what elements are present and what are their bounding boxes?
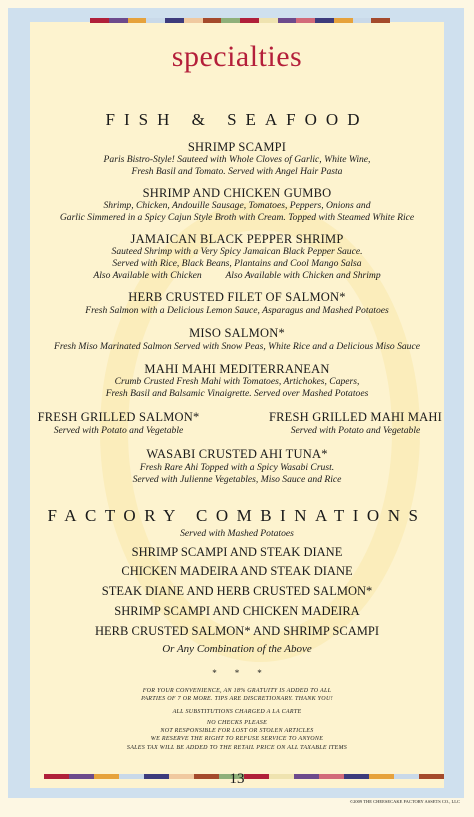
stripe-segment (240, 18, 259, 23)
stripe-segment (109, 18, 128, 23)
stripe-segment (334, 18, 353, 23)
substitution-note: ALL SUBSTITUTIONS CHARGED A LA CARTE (172, 709, 302, 715)
menu-item-description: Served with Julienne Vegetables, Miso Sauce and Rice (132, 474, 342, 485)
combination-item: SHRIMP SCAMPI AND CHICKEN MADEIRA (114, 604, 360, 618)
menu-item-name: WASABI CRUSTED AHI TUNA* (146, 447, 328, 461)
menu-item-description: Fresh Rare Ahi Topped with a Spicy Wasabi Crust. (139, 462, 335, 473)
menu-item-description: Served with Potato and Vegetable (290, 425, 421, 436)
tax-note: SALES TAX WILL BE ADDED TO THE RETAIL PRICE ON ALL TAXABLE ITEMS (126, 745, 348, 751)
menu-item-name: HERB CRUSTED FILET OF SALMON* (128, 290, 346, 304)
stripe-segment (128, 18, 147, 23)
combination-item: STEAK DIANE AND HERB CRUSTED SALMON* (101, 584, 373, 598)
menu-item-name: MAHI MAHI MEDITERRANEAN (144, 362, 330, 376)
copyright-notice: ©2009 THE CHEESECAKE FACTORY ASSETS CO., LLC (349, 799, 460, 804)
stripe-segment (165, 18, 184, 23)
stripe-segment (221, 18, 240, 23)
menu-item-description: Sauteed Shrimp with a Very Spicy Jamaican Black Pepper Sauce. (111, 246, 363, 257)
stripe-segment (371, 18, 390, 23)
combination-item: HERB CRUSTED SALMON* AND SHRIMP SCAMPI (95, 624, 379, 638)
menu-item-description: Fresh Salmon with a Delicious Lemon Sauce, Asparagus and Mashed Potatoes (85, 305, 389, 316)
gratuity-note: FOR YOUR CONVENIENCE, AN 18% GRATUITY IS ADDED TO ALL (142, 688, 332, 694)
page-number: 13 (229, 771, 245, 787)
menu-item-description: Served with Potato and Vegetable (53, 425, 184, 436)
menu-item-description: Shrimp, Chicken, Andouille Sausage, Tomatoes, Peppers, Onions and (103, 200, 371, 211)
menu-item-name: FRESH GRILLED MAHI MAHI (268, 410, 442, 424)
stripe-segment (184, 18, 203, 23)
stripe-segment (296, 18, 315, 23)
page-title: specialties (171, 40, 303, 73)
policy-note: NOT RESPONSIBLE FOR LOST OR STOLEN ARTICLES (160, 728, 314, 734)
section-heading-factory-combinations: FACTORY COMBINATIONS (47, 506, 427, 525)
policy-note: NO CHECKS PLEASE (206, 720, 268, 726)
menu-item-name: SHRIMP AND CHICKEN GUMBO (142, 186, 332, 200)
menu-item-description: Fresh Basil and Tomato. Served with Angel Hair Pasta (131, 166, 343, 177)
combination-closing: Or Any Combination of the Above (162, 643, 312, 655)
combination-item: SHRIMP SCAMPI AND STEAK DIANE (131, 545, 343, 559)
separator-stars: * * * (212, 668, 262, 678)
menu-item-description: Fresh Basil and Balsamic Vinaigrette. Served over Mashed Potatoes (105, 388, 369, 399)
policy-note: WE RESERVE THE RIGHT TO REFUSE SERVICE TO ANYONE (150, 736, 324, 742)
menu-item-description: Served with Rice, Black Beans, Plantains and Cool Mango Salsa (112, 258, 362, 269)
decorative-stripe-top (90, 18, 390, 23)
stripe-segment (146, 18, 165, 23)
menu-item-name: FRESH GRILLED SALMON* (37, 410, 200, 424)
stripe-segment (259, 18, 278, 23)
menu-item-description: Also Available with Chicken Also Available with Chicken and Shrimp (93, 270, 381, 281)
menu-item-description: Paris Bistro-Style! Sauteed with Whole Cloves of Garlic, White Wine, (103, 154, 371, 165)
stripe-segment (203, 18, 222, 23)
menu-item-name: JAMAICAN BLACK PEPPER SHRIMP (130, 232, 344, 246)
stripe-segment (90, 18, 109, 23)
section-subtitle: Served with Mashed Potatoes (180, 528, 294, 539)
stripe-segment (315, 18, 334, 23)
gratuity-note: PARTIES OF 7 OR MORE. TIPS ARE DISCRETIONARY. THANK YOU! (141, 696, 333, 702)
menu-item-description: Garlic Simmered in a Spicy Cajun Style Broth with Cream. Topped with Steamed White Rice (59, 212, 415, 223)
menu-item-name: MISO SALMON* (189, 326, 285, 340)
section-heading-fish-seafood: FISH & SEAFOOD (105, 110, 369, 129)
menu-item-description: Crumb Crusted Fresh Mahi with Tomatoes, Artichokes, Capers, (114, 376, 360, 387)
stripe-segment (278, 18, 297, 23)
menu-item-description: Fresh Miso Marinated Salmon Served with Snow Peas, White Rice and a Delicious Miso Sauce (53, 341, 420, 352)
menu-item-name: SHRIMP SCAMPI (187, 140, 287, 154)
combination-item: CHICKEN MADEIRA AND STEAK DIANE (121, 564, 353, 578)
stripe-segment (353, 18, 372, 23)
